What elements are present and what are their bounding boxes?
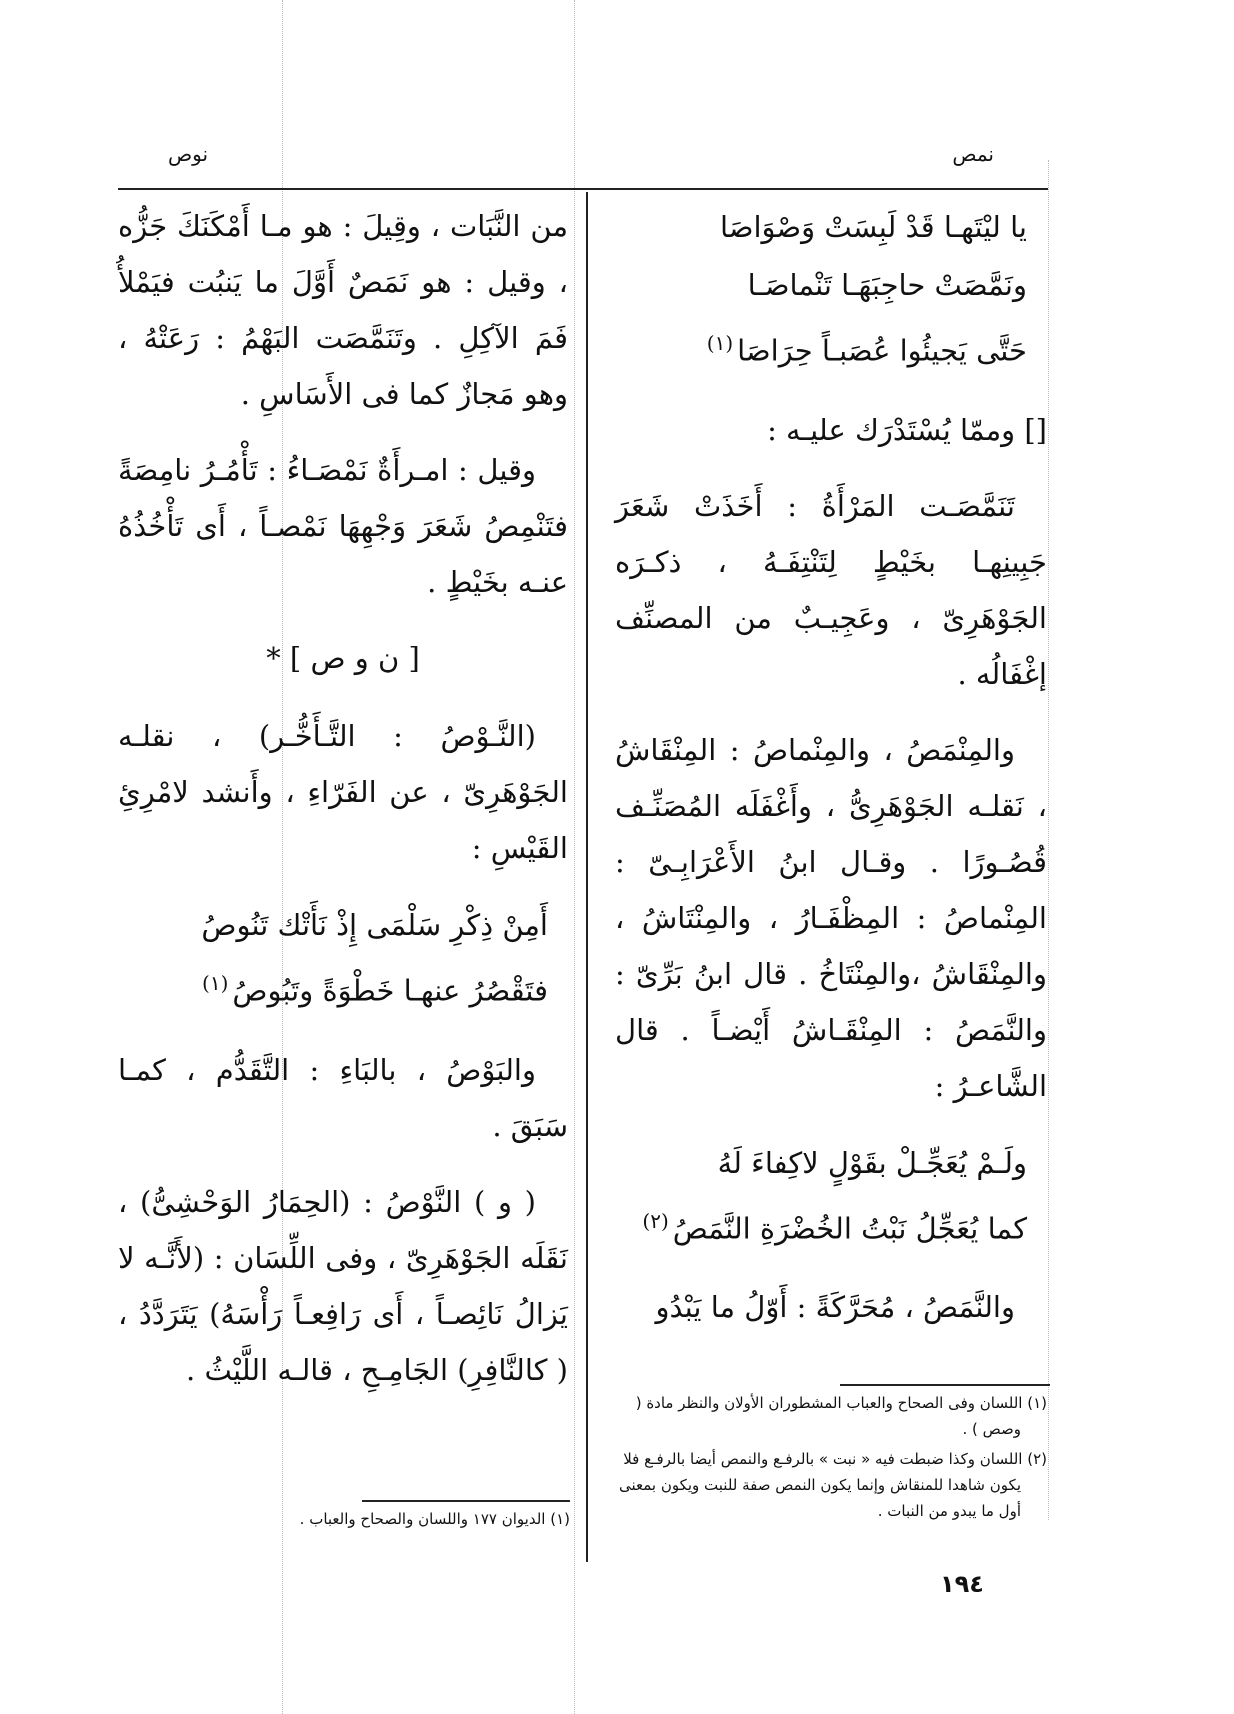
paragraph: من النَّبَات ، وقِيلَ : هو مـا أَمْكَنَكَ جَزُّه ، وقيل : هو نَمَصٌ أَوَّلَ ما يَنبُت فيَمْلأُ فَمَ الآكِلِ . وتَنَمَّصَت البَهْمُ : رَعَتْهُ ، وهو مَجازٌ كما فى الأَسَاسِ . [118,209,568,411]
running-head-left: نوص [168,142,209,166]
paragraph: وقيل : امـرأَةٌ نَمْصَـاءُ : تَأْمُـرُ نامِصَةً فتَنْمِصُ شَعَرَ وَجْهِهَا نَمْصـاً ، أَى تَأْخُذُهُ عنـه بخَيْطٍ . [118,453,568,599]
footnote: (٢) اللسان وكذا ضبطت فيه « نبت » بالرفـع والنمص أيضا بالرفـع فلا يكون شاهدا للمنقاش وإنما يكون النمص صفة للنبت ويكون بمعنى أول ما يبدو من النبات . [618,1450,1047,1520]
footnote: (١) اللسان وفى الصحاح والعباب المشطوران الأولان والنظر مادة ( وصص ) . [635,1394,1047,1438]
entry-heading: [ ن و ص ] * [266,641,420,675]
right-column [615,198,1047,1355]
footnote-marker: (٢) [642,1208,669,1233]
header-rule [118,188,1048,190]
page-number: ١٩٤ [940,1570,984,1598]
verse-block [118,896,568,1020]
verse-line: أَمِنْ ذِكْرِ سَلْمَى إِذْ نَأَتْك تَنُوصُ [201,908,548,942]
verse-text: كما يُعَجِّلُ نَبْتُ الخُضْرَةِ النَّمَصُ [672,1211,1027,1246]
paragraph: ( و ) النَّوْصُ : (الحِمَارُ الوَحْشِىُّ) ، نَقَلَه الجَوْهَرِىّ ، وفى اللِّسَان : (لأَنَّـه لا يَزالُ نَائِصـاً ، أَى رَافِعـاً رَأْسَهُ) يَتَرَدَّدُ ، ( كالنَّافِرِ) الجَامِـحِ ، قالـه اللَّيْثُ . [118,1184,568,1387]
paragraph: (النَّـوْصُ : التَّـأَخُّـر) ، نقلـه الجَوْهَرِىّ ، عن الفَرّاءِ ، وأَنشد لامْرِئِ القَيْسِ : [118,719,568,865]
footnote: (١) الديوان ١٧٧ واللسان والصحاح والعباب . [299,1510,570,1528]
footnotes-left [170,1506,570,1536]
footnote-rule [840,1384,1050,1386]
paragraph: والمِنْمَصُ ، والمِنْماصُ : المِنْقَاشُ ، نَقلـه الجَوْهَرِىُّ ، وأَغْفَلَه المُصَنِّـف قُصُـورًا . وقـال ابنُ الأَعْرَابِـىّ : المِنْماصُ : المِظْفَـارُ ، والمِنْتَاشُ ، والمِنْقَاشُ ،والمِنْتَاخُ . قال ابنُ بَرِّىّ : والنَّمَصُ : المِنْقَـاشُ أَيْضـاً . قال الشَّاعـرُ : [615,732,1047,1103]
verse-line [118,954,568,1020]
column-divider [586,192,588,1562]
verse-text: حَتَّى يَجيئُوا عُصَبـاً حِرَاصَا [737,333,1027,368]
verse-line [615,1192,1047,1258]
footnote-marker: (١) [706,331,734,355]
running-head-right: نمص [952,142,994,166]
footnotes-right [615,1390,1047,1528]
verse-line: يا ليْتَهـا قَدْ لَبِسَتْ وَصْوَاصَا [720,210,1027,244]
footnote-rule [362,1500,570,1502]
verse-text: فتَقْصُرُ عنهـا خَطْوَةً وتَبُوصُ [232,973,548,1008]
scan-guide-line [574,0,575,1714]
verse-line [615,314,1047,380]
verse-block [615,1134,1047,1258]
paragraph: تَنَمَّصَـت المَرْأَةُ : أَخَذَتْ شَعَرَ جَبِينِهـا بخَيْطٍ لِتَنْتِفَـهُ ، ذكـرَه الجَوْهَرِىّ ، وعَجِيـبٌ من المصنِّف إغْفَالُه . [615,488,1047,691]
paragraph: والبَوْصُ ، بالبَاءِ : التَّقَدُّم ، كمـا سَبَقَ . [118,1052,568,1143]
verse-line: ولَـمْ يُعَجِّـلْ بقَوْلٍ لاكِفاءَ لَهُ [717,1145,1027,1180]
mustadrak-line: [] وممّا يُسْتَدْرَك عليـه : [767,412,1047,447]
verse-block [615,198,1047,380]
paragraph: والنَّمَصُ ، مُحَرَّكَةً : أَوّلُ ما يَبْدُو [655,1290,1015,1325]
verse-line: ونَمَّصَتْ حاجِبَهَـا تَنْماصَـا [747,268,1027,302]
footnote-marker: (١) [202,971,229,995]
scan-guide-line [1048,160,1049,1520]
left-column [118,198,568,1418]
